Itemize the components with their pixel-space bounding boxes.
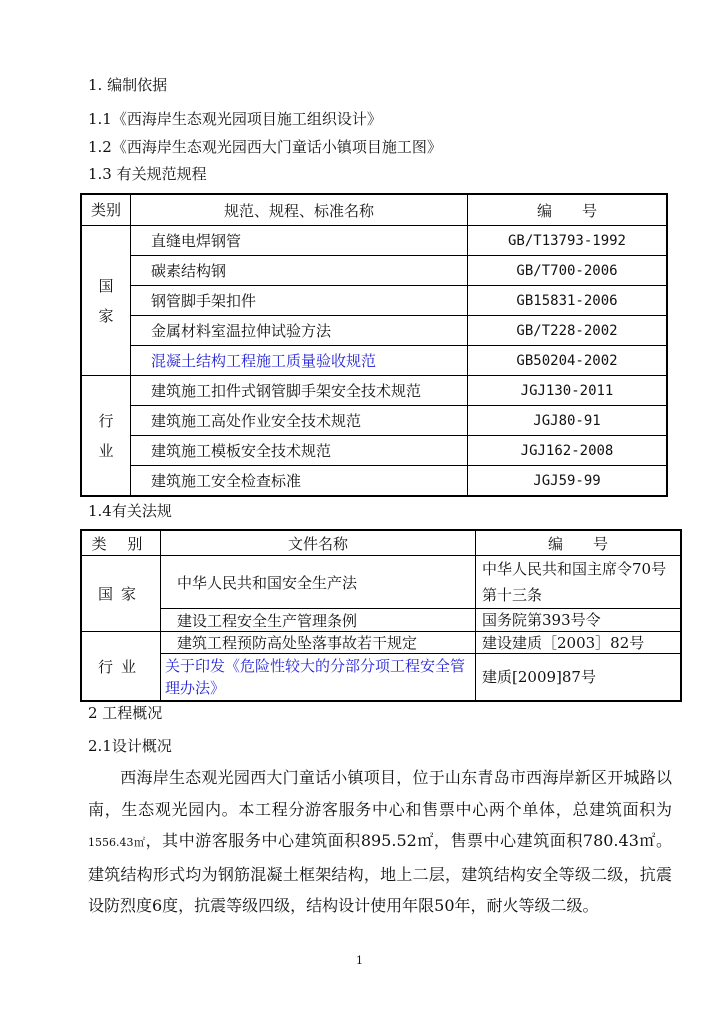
table-row	[81, 346, 667, 376]
table-row	[81, 256, 667, 286]
table-row	[81, 556, 681, 609]
table-row	[81, 654, 681, 702]
table-row	[81, 632, 681, 654]
page-number: 1	[356, 954, 363, 967]
heading-1-2: 1.2《西海岸生态观光园西大门童话小镇项目施工图》	[88, 138, 442, 156]
header-name: 规范、规程、标准名称	[131, 194, 468, 226]
category-industry: 行 业	[81, 376, 131, 497]
regulation-code: 中华人民共和国主席令70号第十三条	[476, 556, 682, 609]
standard-code: GB15831-2006	[468, 286, 668, 316]
heading-project-overview: 2 工程概况	[88, 704, 163, 722]
standard-name: 建筑施工安全检查标准	[131, 466, 468, 497]
heading-basis: 1. 编制依据	[88, 76, 168, 94]
standard-name: 碳素结构钢	[131, 256, 468, 286]
table-row	[81, 466, 667, 497]
category-industry: 行业	[81, 632, 161, 702]
table-row	[81, 226, 667, 256]
category-national: 国家	[81, 556, 161, 632]
regulation-name-link[interactable]	[161, 654, 476, 702]
regulation-name: 中华人民共和国安全生产法	[161, 556, 476, 609]
standard-code: JGJ59-99	[468, 466, 668, 497]
standards-table	[80, 193, 668, 497]
standard-name: 建筑施工扣件式钢管脚手架安全技术规范	[131, 376, 468, 406]
regulation-code: 国务院第393号令	[476, 609, 682, 632]
standard-code: GB50204-2002	[468, 346, 668, 376]
standard-code: GB/T228-2002	[468, 316, 668, 346]
table-row	[81, 316, 667, 346]
header-category: 类 别	[81, 530, 161, 556]
regulation-code: 建质[2009]87号	[476, 654, 682, 702]
standard-name: 金属材料室温拉伸试验方法	[131, 316, 468, 346]
header-code: 编 号	[476, 530, 682, 556]
standard-code: JGJ162-2008	[468, 436, 668, 466]
standards-table-header	[81, 194, 667, 226]
standard-name-link[interactable]	[131, 346, 468, 376]
table-row	[81, 609, 681, 632]
standard-name: 建筑施工模板安全技术规范	[131, 436, 468, 466]
table-row	[81, 286, 667, 316]
heading-1-3: 1.3 有关规范规程	[88, 165, 207, 183]
standard-code: JGJ80-91	[468, 406, 668, 436]
table-row	[81, 436, 667, 466]
standard-name: 直缝电焊钢管	[131, 226, 468, 256]
heading-1-1: 1.1《西海岸生态观光园项目施工组织设计》	[88, 110, 382, 128]
header-name: 文件名称	[161, 530, 476, 556]
category-national: 国 家	[81, 226, 131, 376]
table-row	[81, 376, 667, 406]
paragraph-text-after: ，其中游客服务中心建筑面积895.52㎡，售票中心建筑面积780.43㎡。建筑结构形式均为钢筋混凝土框架结构，地上二层，建筑结构安全等级二级，抗震设防烈度6度，抗震等级四级，结构设计使用年限50年，耐火等级二级。	[88, 831, 672, 915]
regulations-table	[80, 529, 682, 702]
standard-code: GB/T13793-1992	[468, 226, 668, 256]
header-category: 类别	[81, 194, 131, 226]
paragraph-text-before: 西海岸生态观光园西大门童话小镇项目，位于山东青岛市西海岸新区开城路以南，生态观光园内。本工程分游客服务中心和售票中心两个单体，总建筑面积为	[88, 768, 672, 819]
header-code: 编 号	[468, 194, 668, 226]
regulation-name: 建筑工程预防高处坠落事故若干规定	[161, 632, 476, 654]
standard-name: 建筑施工高处作业安全技术规范	[131, 406, 468, 436]
standard-code: GB/T700-2006	[468, 256, 668, 286]
heading-design-overview: 2.1设计概况	[88, 737, 172, 755]
heading-1-4: 1.4有关法规	[88, 502, 172, 520]
standard-link[interactable]: 混凝土结构工程施工质量验收规范	[151, 352, 377, 370]
regulation-link[interactable]: 关于印发《危险性较大的分部分项工程安全管理办法》	[165, 657, 466, 697]
table-row	[81, 406, 667, 436]
regulation-code: 建设建质［2003］82号	[476, 632, 682, 654]
paragraph-total-area: 1556.43㎡	[88, 836, 146, 849]
design-overview-paragraph	[88, 762, 672, 922]
regulations-table-header	[81, 530, 681, 556]
standard-code: JGJ130-2011	[468, 376, 668, 406]
standard-name: 钢管脚手架扣件	[131, 286, 468, 316]
regulation-name: 建设工程安全生产管理条例	[161, 609, 476, 632]
